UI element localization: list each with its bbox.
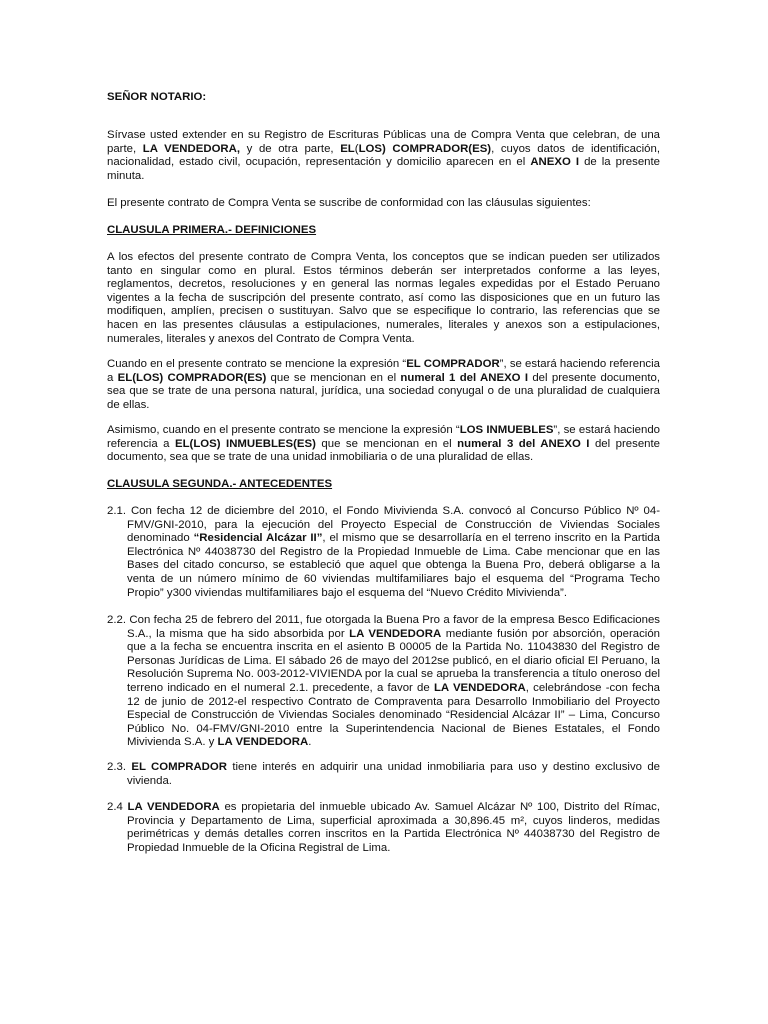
c1p2-text-3: que se mencionan en el xyxy=(266,371,401,384)
clause-2-item-2 xyxy=(107,614,660,750)
c2i1-text-1: 2.1. Con fecha 12 de diciembre del 2010, el Fondo Mivivienda S.A. convocó al Concurso Público Nº 04-FMV/GNI-2010, para la ejecución del Proyecto Especial de Construcción de Viviendas Sociales denominado xyxy=(107,505,660,545)
clause-2-item-1 xyxy=(107,505,660,600)
intro-text-5: de la presente minuta. xyxy=(107,156,660,182)
c2i3-bold-comprador: EL COMPRADOR xyxy=(131,761,227,773)
c1p2-text-4: del presente documento, sea que se trate de una persona natural, jurídica, una sociedad conyugal o de una pluralidad de cualquiera de ellas. xyxy=(107,371,661,411)
intro-text-2: y de otra parte, xyxy=(240,142,341,155)
conformity-paragraph: El presente contrato de Compra Venta se suscribe de conformidad con las cláusulas siguientes: xyxy=(107,197,591,209)
greeting: SEÑOR NOTARIO: xyxy=(107,91,207,103)
c2i2-bold-vendedora-3: LA VENDEDORA xyxy=(217,736,309,749)
c1p2-text-2: ”, se estará haciendo referencia a xyxy=(107,358,660,384)
c1p2-bold-compradores: EL(LOS) COMPRADOR(ES) xyxy=(117,371,267,384)
clause-2-item-3 xyxy=(107,761,660,788)
c2i2-text-1: 2.2. Con fecha 25 de febrero del 2011, fue otorgada la Buena Pro a favor de la empresa Besco Edificaciones S.A., la misma que ha sido absorbida por xyxy=(107,614,660,640)
c2i4-bold-vendedora: LA VENDEDORA xyxy=(127,801,220,813)
c1p3-text-3: que se mencionan en el xyxy=(315,437,458,450)
c1p2-bold-numeral: numeral 1 del ANEXO I xyxy=(400,371,529,384)
c2i2-bold-vendedora-2: LA VENDEDORA xyxy=(433,681,526,694)
c2i1-text-2: , el mismo que se desarrollaría en el terreno inscrito en la Partida Electrónica Nº 44038730 del Registro de la Propiedad Inmueble de Lima. Cabe mencionar que en las Bases del citado concurso, se estableció que aquel que obtenga la Buena Pro, deberá obligarse a la venta de un número mínimo de 60 viviendas multifamiliares bajo el esquema del “Programa Techo Propio” y300 viviendas multifamiliares bajo el esquema del “Nuevo Crédito Mivivienda”. xyxy=(127,532,660,599)
intro-text-3: ( xyxy=(354,142,359,155)
c2i3-text-1: 2.3. xyxy=(107,761,132,773)
c2i2-bold-vendedora-1: LA VENDEDORA xyxy=(349,627,442,640)
intro-bold-anexo: ANEXO I xyxy=(530,156,580,169)
c1p3-text-2: ”, se estará haciendo referencia a xyxy=(107,424,660,450)
c1p3-text-4: del presente documento, sea que se trate de una unidad inmobiliaria o de una pluralidad de ellas. xyxy=(107,437,660,464)
c1p3-text-1: Asimismo, cuando en el presente contrato se mencione la expresión “ xyxy=(107,424,460,436)
clause-1-paragraph-3 xyxy=(107,424,660,465)
c2i2-text-4: . xyxy=(308,736,312,749)
clause-1-title: CLAUSULA PRIMERA.- DEFINICIONES xyxy=(107,224,317,236)
clause-1-paragraph-1: A los efectos del presente contrato de Compra Venta, los conceptos que se indican pueden ser utilizados tanto en singular como en plural. Estos términos deberán ser interpretados conforme a las leyes, reglamentos, decretos, resoluciones y en general las normas legales expedidas por el Estado Peruano vigentes a la fecha de suscripción del presente contrato, así como las disposiciones que en un futuro las modifiquen, amplíen, precisen o sustituyan. Salvo que se especifique lo contrario, las referencias que se hacen en las presentes cláusulas a estipulaciones, numerales, literales y anexos son a estipulaciones, numerales, literales y anexos del Contrato de Compra Venta. xyxy=(107,251,660,345)
intro-bold-vendedora: LA VENDEDORA, xyxy=(142,142,241,155)
intro-paragraph xyxy=(107,129,660,183)
c1p3-bold-inmuebles: LOS INMUEBLES xyxy=(459,424,554,436)
c2i4-text-1: 2.4 xyxy=(107,801,128,813)
c2i2-text-2: mediante fusión por absorción, operación que a la fecha se encuentra inscrita en el asiento B 00005 de la Partida No. 11043830 del Registro de Personas Jurídicas de Lima. El sábado 26 de mayo del 2012se publicó, en el diario oficial El Peruano, la Resolución Suprema No. 003-2012-VIVIENDA por la cual se aprueba la transferencia a título oneroso del terreno indicado en el numeral 2.1. precedente, a favor de xyxy=(127,627,660,694)
c2i4-text-2: es propietaria del inmueble ubicado Av. Samuel Alcázar Nº 100, Distrito del Rímac, Provincia y Departamento de Lima, superficial aproximada a 30,896.45 m², cuyos linderos, medidas perimétricas y demás detalles corren inscritos en la Partida Electrónica Nº 44038730 del Registro de Propiedad Inmueble de la Oficina Registral de Lima. xyxy=(127,801,660,854)
c1p3-bold-numeral: numeral 3 del ANEXO I xyxy=(457,437,590,450)
c2i2-text-3: , celebrándose -con fecha 12 de junio de 2012-el respectivo Contrato de Compraventa para Desarrollo Inmobiliario del Proyecto Especial de Construcción de Viviendas Sociales denominado “Residencial Alcázar II” – Lima, Concurso Público No. 04-FMV/GNI-2010 entre la Superintendencia Nacional de Bienes Estatales, el Fondo Mivivienda S.A. y xyxy=(127,681,660,749)
intro-text-1: Sírvase usted extender en su Registro de Escrituras Públicas una de Compra Venta que celebran, de una parte, xyxy=(107,129,660,155)
intro-bold-compradores: LOS) COMPRADOR(ES) xyxy=(358,142,492,155)
intro-bold-el: EL xyxy=(340,142,355,155)
c1p2-text-1: Cuando en el presente contrato se mencione la expresión “ xyxy=(107,358,407,370)
clause-2-title: CLAUSULA SEGUNDA.- ANTECEDENTES xyxy=(107,478,333,490)
clause-2-item-4 xyxy=(107,801,660,855)
clause-1-paragraph-2 xyxy=(107,358,660,412)
c2i1-bold-residencial: “Residencial Alcázar II” xyxy=(193,532,323,545)
c2i3-text-2: tiene interés en adquirir una unidad inmobiliaria para uso y destino exclusivo de vivienda. xyxy=(127,761,660,787)
intro-text-4: , cuyos datos de identificación, nacionalidad, estado civil, ocupación, representación y domicilio aparecen en el xyxy=(107,142,660,169)
c1p3-bold-los-inmuebles: EL(LOS) INMUEBLES(ES) xyxy=(174,437,316,450)
c1p2-bold-comprador: EL COMPRADOR xyxy=(406,358,500,370)
